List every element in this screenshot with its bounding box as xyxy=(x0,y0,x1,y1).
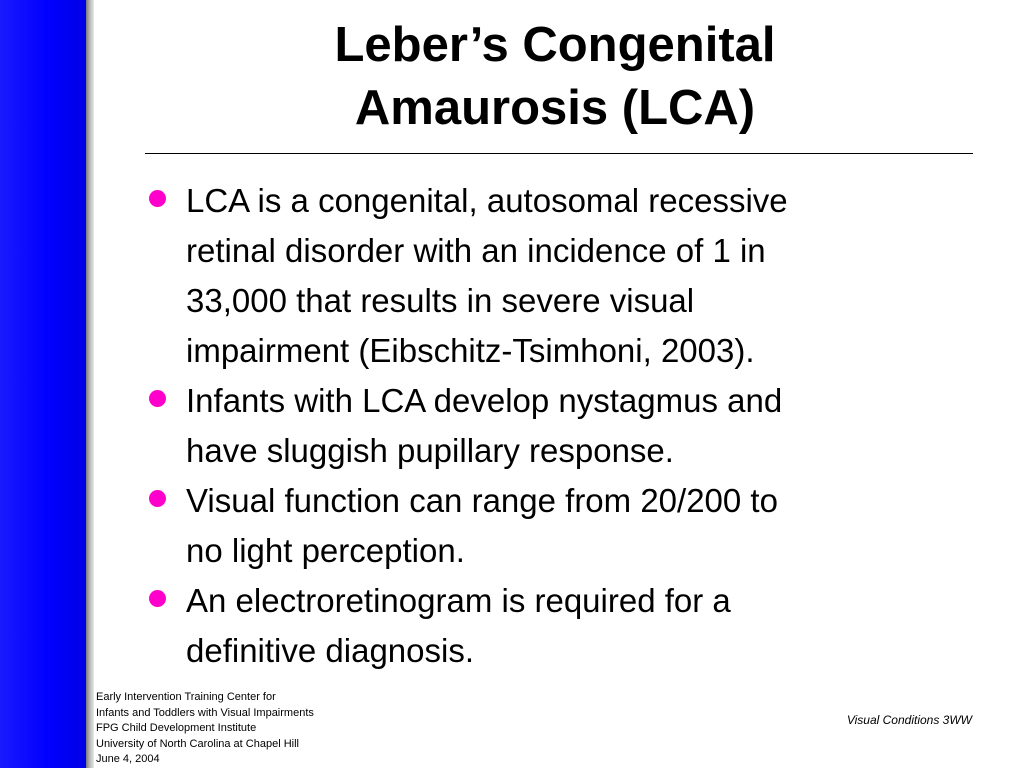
footer-date: June 4, 2004 xyxy=(96,753,160,765)
bullet-dot-icon xyxy=(149,390,166,407)
bullet-3-line-1: Visual function can range from 20/200 to xyxy=(186,482,778,519)
bullet-1-line-2: retinal disorder with an incidence of 1 in xyxy=(186,232,766,269)
bullet-1-line-1: LCA is a congenital, autosomal recessive xyxy=(186,182,788,219)
side-bar-shadow xyxy=(86,0,94,768)
bullet-1-line-4: impairment (Eibschitz-Tsimhoni, 2003). xyxy=(186,332,755,369)
footer-line-1: Early Intervention Training Center for xyxy=(96,691,276,703)
footer-line-4: University of North Carolina at Chapel Hill xyxy=(96,737,299,750)
bullet-dot-icon xyxy=(149,490,166,507)
slide-title xyxy=(150,14,960,140)
footer-line-2: Infants and Toddlers with Visual Impairments xyxy=(96,706,314,719)
bullet-list xyxy=(146,176,936,676)
title-line-2: Amaurosis (LCA) xyxy=(354,81,756,135)
bullet-1-line-3: 33,000 that results in severe visual xyxy=(186,282,695,319)
side-accent-bar xyxy=(0,0,86,768)
bullet-4-line-2: definitive diagnosis. xyxy=(186,632,475,669)
footer-line-3: FPG Child Development Institute xyxy=(96,722,257,734)
bullet-3-line-2: no light perception. xyxy=(186,532,465,569)
title-divider xyxy=(145,153,973,154)
footer-slide-label: Visual Conditions 3WW xyxy=(846,713,972,727)
bullet-4-line-1: An electroretinogram is required for a xyxy=(186,582,731,619)
bullet-dot-icon xyxy=(149,190,166,207)
bullet-2-line-1: Infants with LCA develop nystagmus and xyxy=(186,382,783,419)
bullet-item-2 xyxy=(146,376,936,476)
bullet-2-line-2: have sluggish pupillary response. xyxy=(186,432,674,469)
bullet-item-3 xyxy=(146,476,936,576)
title-line-1: Leber’s Congenital xyxy=(334,18,776,72)
footer-institution xyxy=(96,690,314,768)
bullet-dot-icon xyxy=(149,590,166,607)
bullet-item-4 xyxy=(146,576,936,676)
bullet-item-1 xyxy=(146,176,936,376)
